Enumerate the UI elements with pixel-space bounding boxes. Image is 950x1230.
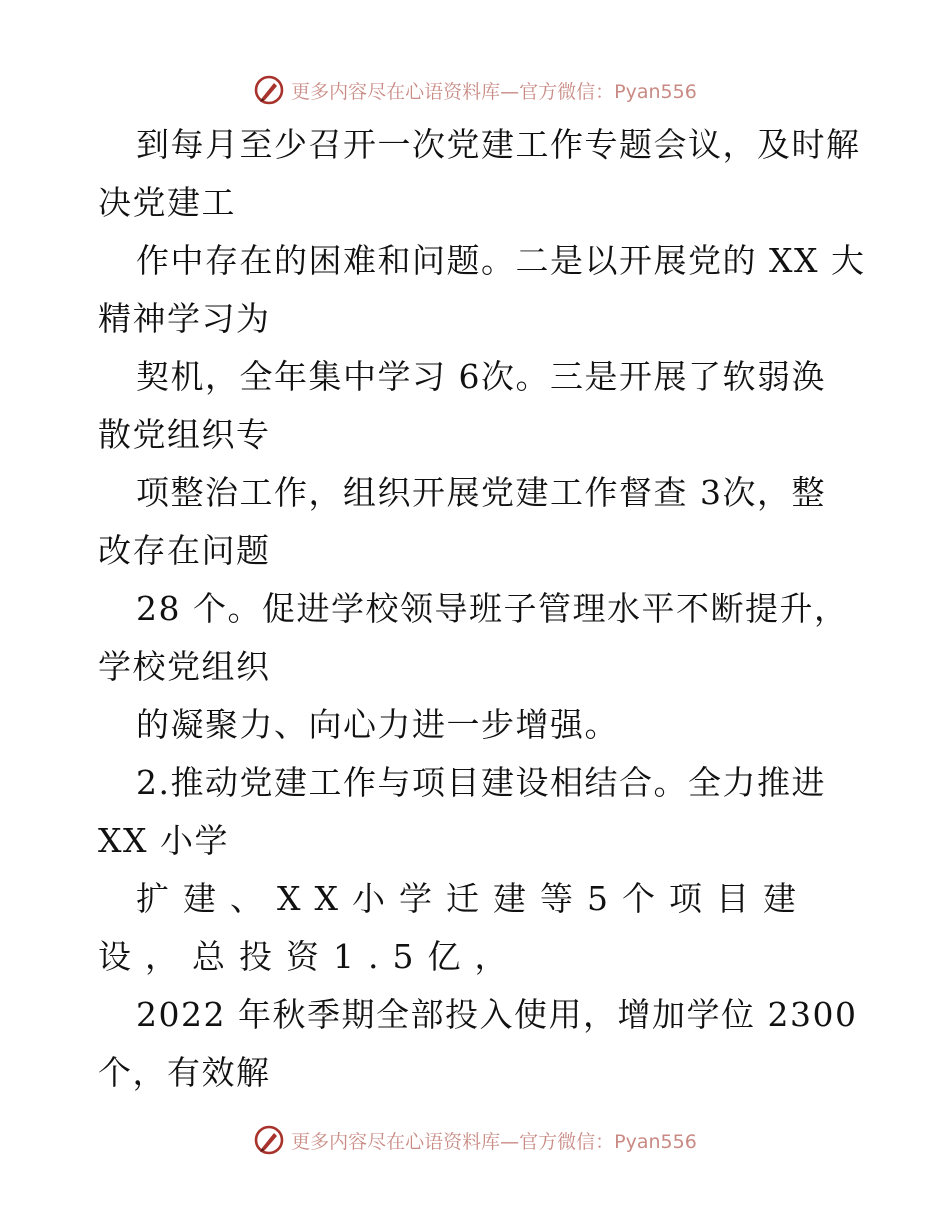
text-line: 改存在问题 [98, 531, 271, 570]
footer-watermark [0, 1124, 950, 1156]
text-line: XX 小学 [98, 821, 229, 860]
text-line: 2022 年秋季期全部投入使用，增加学位 2300 [136, 995, 858, 1034]
text-line: 个，有效解 [98, 1053, 271, 1092]
text-line: 散党组织专 [98, 415, 271, 454]
watermark-text: 更多内容尽在心语资料库—官方微信：Pyan556 [291, 80, 697, 103]
text-line: 2.推动党建工作与项目建设相结合。全力推进 [136, 763, 826, 802]
text-line: 作中存在的困难和问题。二是以开展党的 XX 大 [136, 241, 866, 280]
text-line: 契机，全年集中学习 6次。三是开展了软弱涣 [136, 357, 826, 396]
text-line: 的凝聚力、向心力进一步增强。 [136, 705, 619, 744]
text-line: 项整治工作，组织开展党建工作督查 3次，整 [136, 473, 826, 512]
text-line: 学校党组织 [98, 647, 271, 686]
text-line: 扩建、XX小学迁建等5个项目建 [136, 879, 810, 918]
pen-logo-icon [253, 74, 285, 106]
text-line: 决党建工 [98, 183, 236, 222]
text-line: 到每月至少召开一次党建工作专题会议，及时解 [136, 125, 861, 164]
pen-logo-icon [253, 1124, 285, 1156]
text-line: 设，总投资1.5亿， [98, 937, 522, 976]
header-watermark [0, 74, 950, 106]
document-body [98, 116, 866, 1102]
watermark-text: 更多内容尽在心语资料库—官方微信：Pyan556 [291, 1130, 697, 1153]
text-line: 精神学习为 [98, 299, 271, 338]
text-line: 28 个。促进学校领导班子管理水平不断提升， [136, 589, 849, 628]
